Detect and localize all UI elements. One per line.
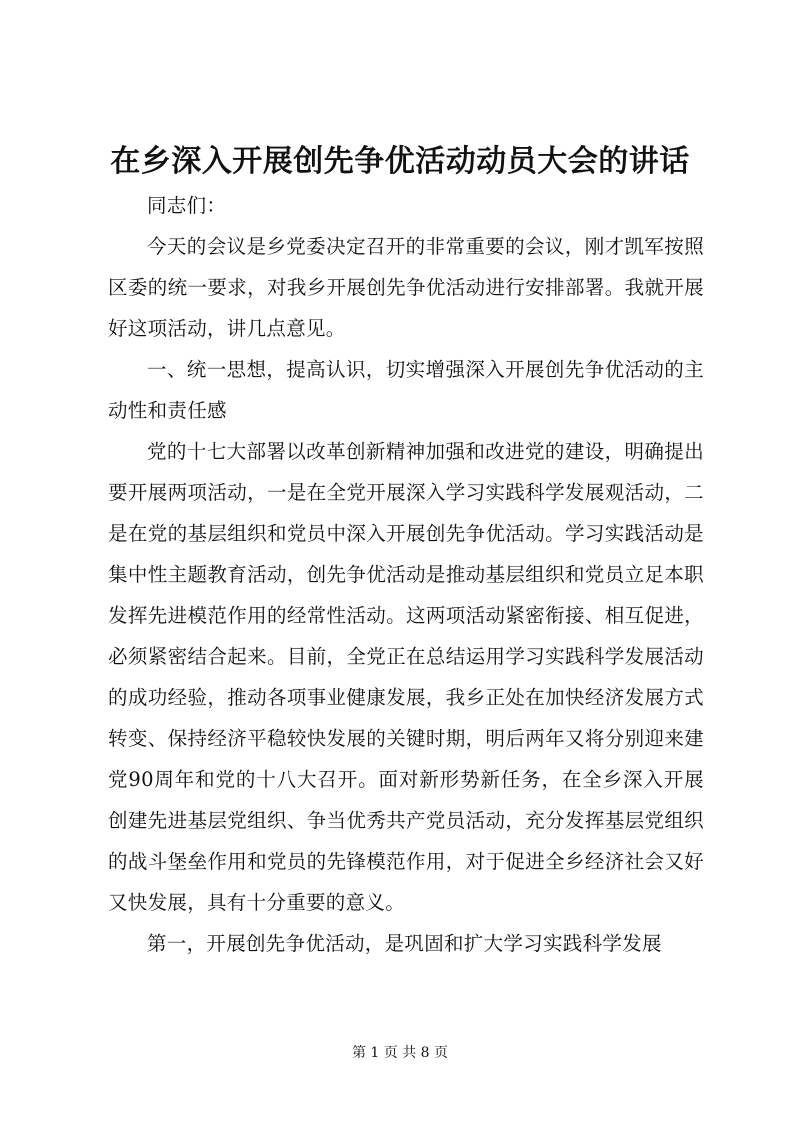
page-number: 第 1 页 共 8 页: [351, 1045, 449, 1061]
body-paragraph: 党的十七大部署以改革创新精神加强和改进党的建设，明确提出要开展两项活动，一是在全党开展深入学习实践科学发展观活动，二是在党的基层组织和党员中深入开展创先争优活动。学习实践活动是集中性主题教育活动，创先争优活动是推动基层组织和党员立足本职发挥先进模范作用的经常性活动。这两项活动紧密衔接、相互促进，必须紧密结合起来。目前，全党正在总结运用学习实践科学发展活动的成功经验，推动各项事业健康发展，我乡正处在加快经济发展方式转变、保持经济平稳较快发展的关键时期，明后两年又将分别迎来建党90周年和党的十八大召开。面对新形势新任务，在全乡深入开展创建先进基层党组织、争当优秀共产党员活动，充分发挥基层党组织的战斗堡垒作用和党员的先锋模范作用，对于促进全乡经济社会又好又快发展，具有十分重要的意义。: [108, 440, 704, 914]
document-body: [108, 185, 704, 964]
document-title: 在乡深入开展创先争优活动动员大会的讲话: [110, 144, 690, 179]
body-paragraph: 今天的会议是乡党委决定召开的非常重要的会议，刚才凯军按照区委的统一要求，对我乡开展创先争优活动进行安排部署。我就开展好这项活动，讲几点意见。: [108, 235, 704, 340]
salutation: 同志们：: [147, 194, 227, 217]
body-paragraph: 第一，开展创先争优活动，是巩固和扩大学习实践科学发展: [147, 932, 662, 955]
section-heading: 一、统一思想，提高认识，切实增强深入开展创先争优活动的主动性和责任感: [108, 358, 704, 422]
